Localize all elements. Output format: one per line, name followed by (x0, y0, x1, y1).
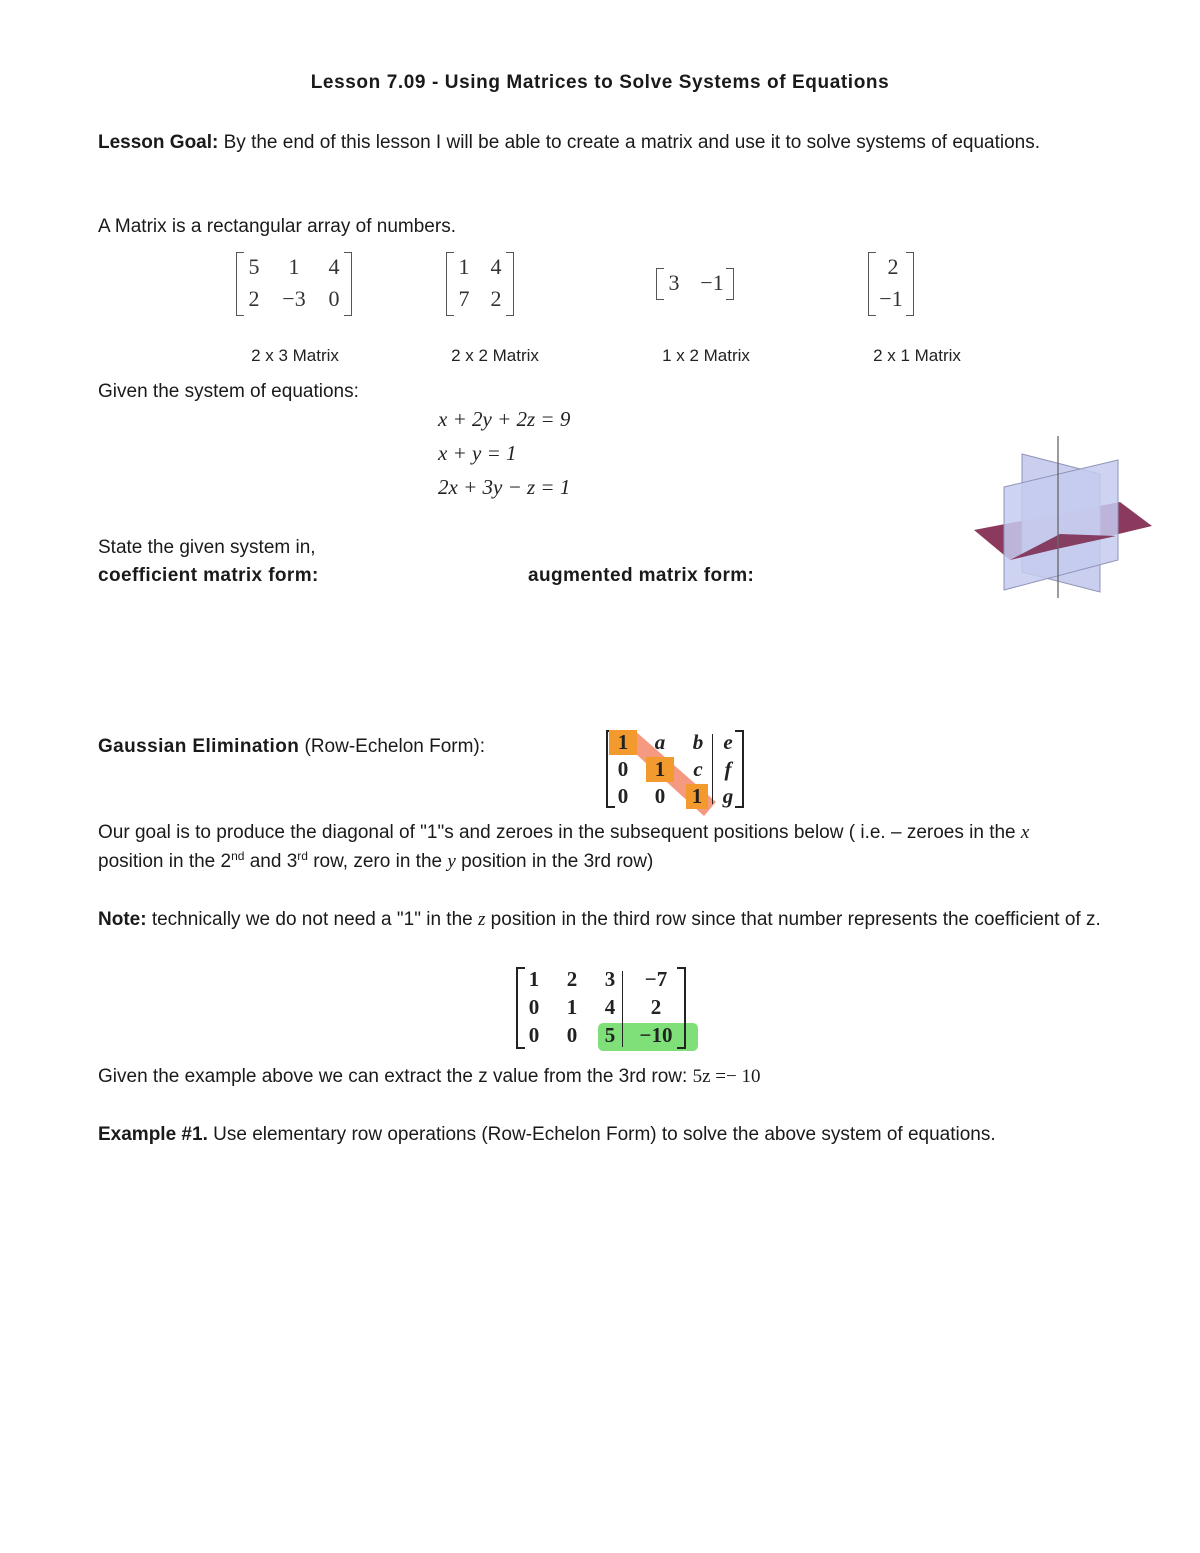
matrix-cell: 0 (528, 1023, 540, 1047)
extract-equation: 5z =− 10 (692, 1066, 761, 1087)
matrix-2x3 (236, 252, 352, 316)
matrix-cell: a (654, 730, 666, 754)
augmented-matrix-label (528, 561, 754, 590)
matrix-2x1 (868, 252, 914, 316)
matrix-cell: 0 (654, 784, 666, 808)
var-y: y (447, 851, 456, 872)
text-run: position in the 3rd row) (455, 851, 654, 872)
text-run: Given the example above we can extract the z value from the 3rd row: (98, 1066, 693, 1087)
matrix-cell: −3 (282, 286, 306, 311)
example-1-label: Example #1. (98, 1124, 208, 1145)
gaussian-heading (98, 732, 485, 761)
matrix-cell: 1 (528, 967, 540, 991)
page-title: Lesson 7.09 - Using Matrices to Solve Systems of Equations (310, 72, 890, 93)
matrix-cell: −10 (639, 1023, 673, 1047)
augment-bar (712, 734, 713, 804)
example-1-paragraph (98, 1120, 1058, 1149)
matrix-cell: 0 (328, 286, 340, 311)
matrix-label: 2 x 1 Matrix (873, 346, 961, 365)
matrix-cell: c (693, 757, 703, 781)
matrix-cell: 1 (458, 254, 470, 279)
row-echelon-matrix (606, 730, 744, 808)
matrix-cell: 2 (650, 995, 662, 1019)
matrix-cell: 1 (646, 757, 674, 782)
matrix-cell: 5 (248, 254, 260, 279)
matrix-cell: 0 (528, 995, 540, 1019)
equation: x + 2y + 2z = 9 (438, 407, 571, 431)
matrix-label: 1 x 2 Matrix (662, 346, 750, 365)
augmented-matrix-label-text: augmented matrix form: (528, 565, 755, 586)
example-augmented-matrix (516, 967, 686, 1049)
matrix-cell: 7 (458, 286, 470, 311)
matrix-label: 2 x 2 Matrix (451, 346, 539, 365)
text-run: row, zero in the (307, 851, 448, 872)
matrix-cell: 3 (604, 967, 616, 991)
matrix-cell: 2 (490, 286, 502, 311)
equation: 2x + 3y − z = 1 (438, 475, 571, 499)
note-label: Note: (98, 909, 147, 930)
matrix-cell: f (724, 757, 732, 781)
matrix-cell: 3 (668, 270, 680, 295)
matrix-cell: g (722, 784, 734, 808)
matrix-cell: 2 (887, 254, 899, 279)
matrix-cell: 4 (490, 254, 502, 279)
matrix-cell: 5 (604, 1023, 616, 1047)
matrix-cell: 1 (566, 995, 578, 1019)
matrix-cell: −1 (879, 286, 903, 311)
matrix-definition: A Matrix is a rectangular array of numbers. (98, 216, 456, 237)
matrix-cell: −7 (644, 967, 668, 991)
matrix-cell: 4 (604, 995, 616, 1019)
matrix-cell: 0 (617, 757, 629, 781)
matrix-cell: 0 (566, 1023, 578, 1047)
matrix-cell: 1 (609, 730, 637, 755)
gaussian-suffix: (Row-Echelon Form): (299, 736, 486, 757)
var-z: z (478, 909, 486, 930)
equation: x + y = 1 (438, 441, 517, 465)
intersecting-planes-figure (970, 432, 1160, 602)
matrix-cell: 1 (686, 784, 708, 809)
note-paragraph (98, 905, 1108, 934)
matrix-cell: b (692, 730, 704, 754)
extract-z-text (98, 1062, 1098, 1091)
coefficient-matrix-label (98, 561, 319, 590)
text-run: and 3 (244, 851, 298, 872)
state-system-text: State the given system in, (98, 537, 316, 558)
matrix-cell: −1 (700, 270, 724, 295)
superscript: nd (231, 849, 245, 863)
matrix-cell: 1 (288, 254, 300, 279)
text-run: technically we do not need a "1" in the (146, 909, 478, 930)
matrix-2x2 (446, 252, 514, 316)
lesson-goal-label: Lesson Goal: (98, 132, 219, 153)
gaussian-label: Gaussian Elimination (98, 736, 300, 757)
matrix-cell: 0 (617, 784, 629, 808)
matrix-label: 2 x 3 Matrix (251, 346, 339, 365)
lesson-goal (98, 128, 1098, 157)
matrix-1x2 (656, 268, 734, 300)
text-run: position in the 2 (98, 851, 232, 872)
equation-system (438, 402, 570, 504)
diagonal-goal-paragraph (98, 818, 1098, 876)
text-run: Our goal is to produce the diagonal of "1"s and zeroes in the subsequent positions below ( i.e. – zeroes in the (98, 822, 1021, 843)
matrix-cell: e (723, 730, 733, 754)
vertical-plane-b (1004, 460, 1118, 590)
matrix-cell: 2 (566, 967, 578, 991)
given-system-text: Given the system of equations: (98, 381, 359, 402)
matrix-cell: 2 (248, 286, 260, 311)
matrix-cell: 4 (328, 254, 340, 279)
text-run: position in the third row since that number represents the coefficient of z. (485, 909, 1101, 930)
var-x: x (1020, 822, 1030, 843)
lesson-goal-text: By the end of this lesson I will be able to create a matrix and use it to solve systems of equations. (218, 132, 1041, 153)
superscript: rd (297, 849, 308, 863)
coefficient-matrix-label-text: coefficient matrix form: (98, 565, 319, 586)
example-1-text: Use elementary row operations (Row-Echelon Form) to solve the above system of equations. (207, 1124, 996, 1145)
